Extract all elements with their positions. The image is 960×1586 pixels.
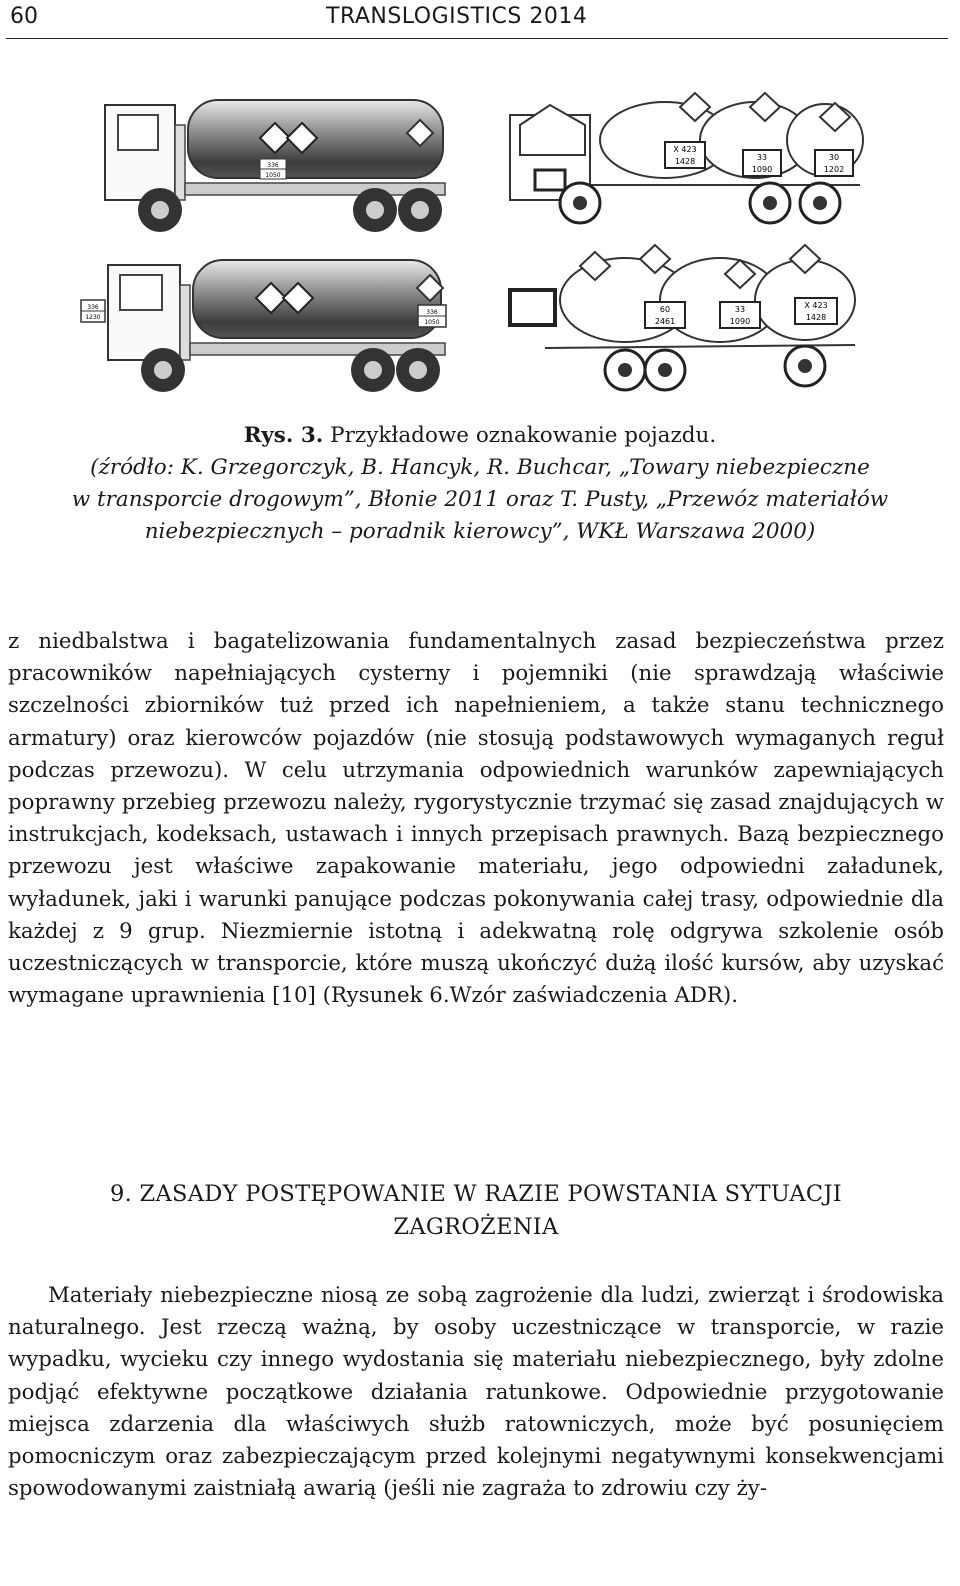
page-header <box>6 0 948 39</box>
plate-t1-un-top: 336 <box>267 162 279 169</box>
plate-t2-p3-top: 30 <box>828 153 840 162</box>
section-heading-line-1: 9. ZASADY POSTĘPOWANIE W RAZIE POWSTANIA SYTUACJI <box>110 1181 842 1207</box>
caption-source-line-1: (źródło: K. Grzegorczyk, B. Hancyk, R. Buchcar, „Towary niebezpieczne <box>90 455 870 480</box>
caption-title-line <box>60 420 900 452</box>
plate-t3-left-bot: 1230 <box>85 314 101 321</box>
plate-t2-p1-top: X 423 <box>673 145 697 154</box>
tanker-truck-illustration-2 <box>505 85 865 235</box>
tanker-truck-illustration-4 <box>505 240 865 400</box>
tanker-truck-illustration-3 <box>78 255 463 405</box>
plate-t4-p1-top: 60 <box>659 305 671 314</box>
caption-label: Rys. 3. <box>243 423 324 448</box>
plate-t4-p2-top: 33 <box>734 305 746 314</box>
plate-t4-p1-bot: 2461 <box>654 317 676 326</box>
section-heading-line-2: ZAGROŻENIA <box>393 1214 559 1240</box>
caption-title: Przykładowe oznakowanie pojazdu. <box>330 423 717 448</box>
plate-t1-un-bot: 1050 <box>265 172 281 179</box>
tanker-truck-illustration-1 <box>100 95 460 245</box>
page-number: 60 <box>10 4 38 29</box>
caption-source-line-2: w transporcie drogowym”, Błonie 2011 oraz T. Pusty, „Przewóz materiałów <box>71 487 889 512</box>
plate-t4-p3-bot: 1428 <box>805 313 827 322</box>
plate-t2-p2-bot: 1090 <box>751 165 773 174</box>
plate-t3-right-top: 336 <box>426 309 438 316</box>
body-paragraph-1: z niedbalstwa i bagatelizowania fundamentalnych zasad bezpieczeństwa przez pracowników napełniających cysterny i pojemniki (nie sprawdzają właściwie szczelności zbiorników tuż przed ich napełnieniem, a także stanu technicznego armatury) oraz kierowców pojazdów (nie stosują podstawowych wymaganych reguł podczas przewozu). W celu utrzymania odpowiednich warunków zapewniających poprawny przebieg przewozu należy, rygorystycznie trzymać się zasad znajdujących w instrukcjach, kodeksach, ustawach i innych przepisach prawnych. Bazą bezpiecznego przewozu jest właściwe zapakowanie materiału, jego odpowiedni załadunek, wyładunek, jaki i warunki panujące podczas pokonywania całej trasy, odpowiednie dla każdej z 9 grup. Niezmiernie istotną i adekwatną rolę odgrywa szkolenie osób uczestniczących w transporcie, które muszą ukończyć dużą ilość kursów, aby uzyskać wymagane uprawnienia [10] (Rysunek 6.Wzór zaświadczenia ADR). <box>8 629 944 1009</box>
plate-t2-p3-bot: 1202 <box>823 165 845 174</box>
plate-t3-right-bot: 1050 <box>424 319 440 326</box>
plate-t2-p1-bot: 1428 <box>674 157 696 166</box>
section-heading <box>8 1178 944 1244</box>
body-paragraph-2: Materiały niebezpieczne niosą ze sobą zagrożenie dla ludzi, zwierząt i środowiska naturalnego. Jest rzeczą ważną, by osoby uczestniczące w transporcie, w razie wypadku, wycieku czy innego wydostania się materiału niebezpiecznego, były zdolne podjąć efektywne początkowe działania ratunkowe. Odpowiednie przygotowanie miejsca zdarzenia dla właściwych służb ratowniczych, może być posunięciem pomocniczym oraz zabezpieczającym przed kolejnymi negatywnymi konsekwencjami spowodowanymi zaistniałą awarią (jeśli nie zagraża to zdrowiu czy ży- <box>8 1283 944 1502</box>
plate-t4-p3-top: X 423 <box>804 301 828 310</box>
caption-source-line-3: niebezpiecznych – poradnik kierowcy”, WKŁ Warszawa 2000) <box>144 519 816 544</box>
plate-t4-p2-bot: 1090 <box>729 317 751 326</box>
figure-vehicle-marking <box>0 70 960 410</box>
plate-t2-p2-top: 33 <box>756 153 768 162</box>
figure-caption <box>60 420 900 548</box>
plate-t3-left-top: 336 <box>87 304 99 311</box>
journal-title: TRANSLOGISTICS 2014 <box>326 4 588 29</box>
